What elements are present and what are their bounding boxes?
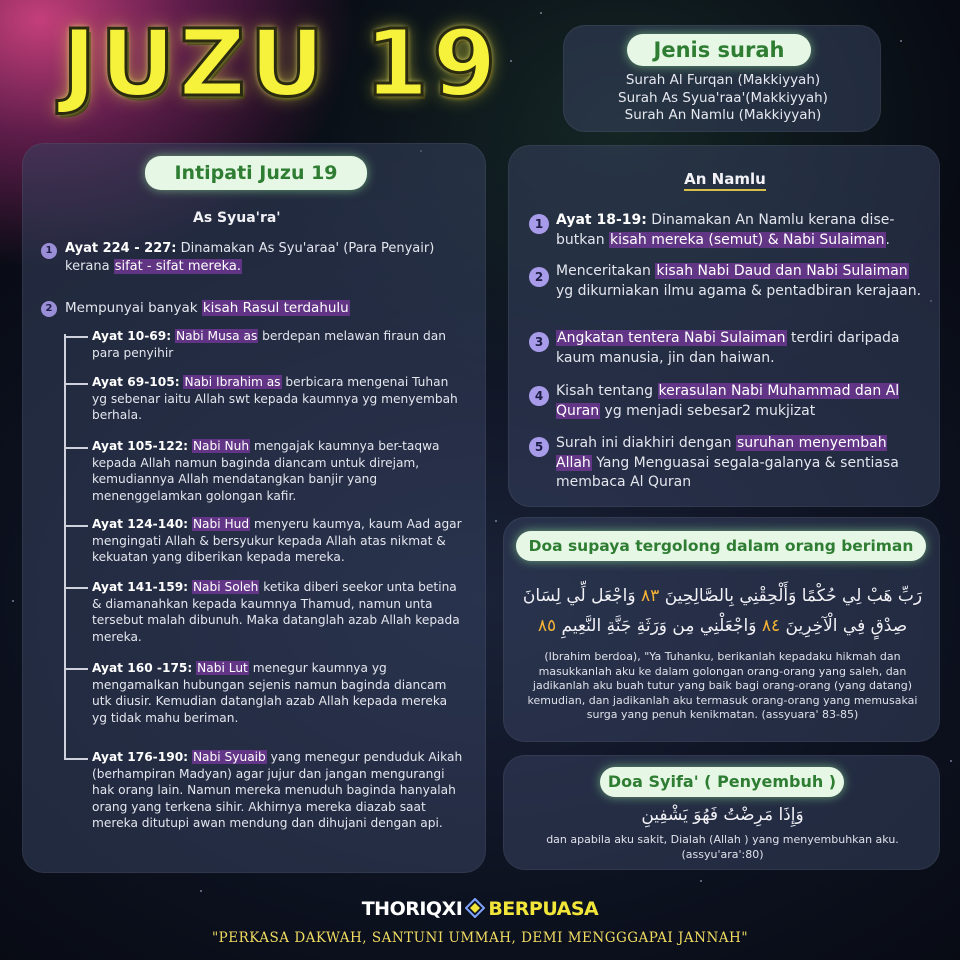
namlu-point-3: Angkatan tentera Nabi Sulaiman terdiri daripada kaum manusia, jin dan haiwan. xyxy=(556,330,900,366)
jenis-surah-heading: Jenis surah xyxy=(627,34,811,66)
ayat-branch-ibrahim: Ayat 69-105: Nabi Ibrahim as berbicara mengenai Tuhan yg sebenar iaitu Allah swt kepada kaumnya yg menyembah berhala. xyxy=(92,375,458,422)
an-namlu-heading: An Namlu xyxy=(509,170,941,188)
ayat-branch-musa: Ayat 10-69: Nabi Musa as berdepan melawan firaun dan para penyihir xyxy=(92,329,446,360)
doa-beriman-arabic-line-2: صِدْقٍ فِي الْآخِرِينَ ٨٤ وَاجْعَلْنِي مِن وَرَثَةِ جَنَّةِ النَّعِيمِ ٨٥ xyxy=(537,616,908,636)
point-number: 1 xyxy=(41,243,57,259)
doa-syifa-card xyxy=(503,755,940,870)
point-number: 3 xyxy=(529,332,549,352)
tree-branch xyxy=(64,525,88,527)
page-title: JUZU 19 xyxy=(62,10,501,117)
tree-branch xyxy=(64,336,88,338)
tree-branch xyxy=(64,668,88,670)
tree-branch xyxy=(64,758,88,760)
tree-line xyxy=(64,334,66,760)
tree-branch xyxy=(64,383,88,385)
diamond-logo-icon xyxy=(465,898,485,918)
point-1-text: Ayat 224 - 227: Dinamakan As Syu'araa' (Para Penyair) kerana sifat - sifat mereka. xyxy=(65,241,435,274)
doa-beriman-translation: (Ibrahim berdoa), "Ya Tuhanku, berikanlah kepadaku hikmah dan masukkanlah aku ke dalam golongan orang-orang yang saleh, dan jadikanlah aku buah tutur yang baik bagi orang-orang (yang datang) kemudian, dan jadikanlah aku termasuk orang-orang yang memusakai surga yang penuh kenikmatan. (assyuara' 83-85) xyxy=(527,650,918,721)
point-2-text: Mempunyai banyak kisah Rasul terdahulu xyxy=(65,300,349,316)
namlu-point-5: Surah ini diakhiri dengan suruhan menyembah Allah Yang Menguasai segala-galanya & sentiasa membaca Al Quran xyxy=(556,435,899,490)
point-number: 2 xyxy=(41,301,57,317)
point-number: 2 xyxy=(529,267,549,287)
doa-syifa-translation: dan apabila aku sakit, Dialah (Allah ) yang menyembuhkan aku. (assyu'ara':80) xyxy=(546,833,899,861)
doa-beriman-card xyxy=(503,517,940,742)
ayat-branch-soleh: Ayat 141-159: Nabi Soleh ketika diberi seekor unta betina & diamanahkan kepada kaumnya Thamud, namun unta tersebut malah dibunuh. Maka datanglah azab Allah kepada mereka. xyxy=(92,580,460,644)
point-number: 4 xyxy=(529,386,549,406)
as-syuara-subheading: As Syua'ra' xyxy=(193,210,281,226)
ayat-branch-lut: Ayat 160 -175: Nabi Lut menegur kaumnya yg mengamalkan hubungan sejenis namun baginda diancam utk diusir. Kemudian datanglah azab Allah kepada mereka yg tidak mahu beriman. xyxy=(92,661,448,725)
intipati-heading: Intipati Juzu 19 xyxy=(145,156,367,190)
list-item: Surah As Syua'raa'(Makkiyyah) xyxy=(618,89,828,106)
doa-syifa-arabic: وَإِذَا مَرِضْتُ فَهُوَ يَشْفِينِ xyxy=(641,805,804,825)
doa-syifa-heading: Doa Syifa' ( Penyembuh ) xyxy=(600,767,844,797)
namlu-point-2: Menceritakan kisah Nabi Daud dan Nabi Sulaiman yg dikurniakan ilmu agama & pentadbiran kerajaan. xyxy=(556,263,922,299)
doa-beriman-heading: Doa supaya tergolong dalam orang beriman xyxy=(516,531,926,561)
doa-beriman-arabic-line-1: رَبِّ هَبْ لِي حُكْمًا وَأَلْحِقْنِي بِالصَّالِحِينَ ٨٣ وَاجْعَل لِّي لِسَانَ xyxy=(522,586,923,606)
list-item: Surah An Namlu (Makkiyyah) xyxy=(624,107,822,123)
namlu-point-1: Ayat 18-19: Dinamakan An Namlu kerana dise-butkan kisah mereka (semut) & Nabi Sulaiman. xyxy=(556,212,895,248)
list-item: Surah Al Furqan (Makkiyyah) xyxy=(625,72,821,88)
tree-branch xyxy=(64,447,88,449)
jenis-surah-list xyxy=(564,72,882,125)
brand-logo: THORIQXI BERPUASA xyxy=(361,898,599,920)
namlu-point-4: Kisah tentang kerasulan Nabi Muhammad dan Al Quran yg menjadi sebesar2 mukjizat xyxy=(556,383,900,419)
point-number: 5 xyxy=(529,437,549,457)
ayat-branch-syuaib: Ayat 176-190: Nabi Syuaib yang menegur penduduk Aikah (berhampiran Madyan) agar jujur dan jangan mengurangi hak orang lain. Namun mereka menuduh baginda hanyalah orang yang terkena sihir. Akhirnya mereka diazab saat mereka ditutupi awan mendung dan dihujani dengan api. xyxy=(92,750,463,830)
point-number: 1 xyxy=(529,214,549,234)
ayat-branch-hud: Ayat 124-140: Nabi Hud menyeru kaumya, kaum Aad agar mengingati Allah & bersyukur kepada Allah atas nikmat & kekuatan yang diberikan kepada mereka. xyxy=(92,517,462,564)
ayat-branch-nuh: Ayat 105-122: Nabi Nuh mengajak kaumnya ber-taqwa kepada Allah namun baginda diancam untuk direjam, kemudiannya Allah mendatangkan banjir yang menenggelamkan golongan kafir. xyxy=(92,439,440,503)
tree-branch xyxy=(64,587,88,589)
an-namlu-card xyxy=(508,145,940,507)
jenis-surah-card xyxy=(563,25,881,132)
footer-motto: "PERKASA DAKWAH, SANTUNI UMMAH, DEMI MENGGGAPAI JANNAH" xyxy=(211,930,749,946)
